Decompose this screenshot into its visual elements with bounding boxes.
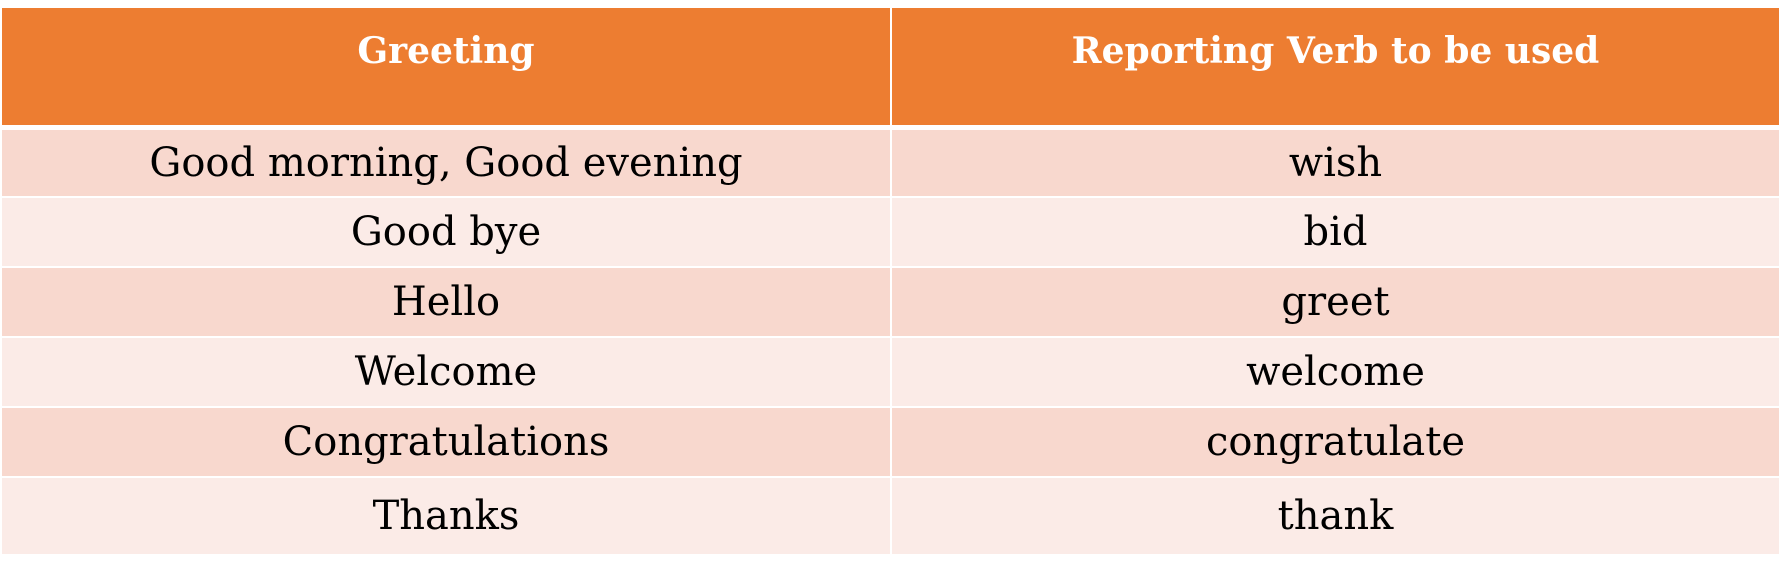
greetings-table-container <box>0 6 1779 556</box>
verb-cell: congratulate <box>891 407 1779 477</box>
header-greeting: Greeting <box>1 7 891 127</box>
greeting-cell: Good morning, Good evening <box>1 127 891 197</box>
greeting-cell: Congratulations <box>1 407 891 477</box>
table-header-row <box>1 7 1779 127</box>
verb-cell: greet <box>891 267 1779 337</box>
greeting-cell: Welcome <box>1 337 891 407</box>
header-reporting-verb: Reporting Verb to be used <box>891 7 1779 127</box>
verb-cell: wish <box>891 127 1779 197</box>
greetings-table <box>0 6 1779 556</box>
table-row <box>1 337 1779 407</box>
verb-cell: welcome <box>891 337 1779 407</box>
verb-cell: thank <box>891 477 1779 555</box>
table-row <box>1 127 1779 197</box>
table-row <box>1 477 1779 555</box>
greeting-cell: Thanks <box>1 477 891 555</box>
table-row <box>1 407 1779 477</box>
verb-cell: bid <box>891 197 1779 267</box>
table-row <box>1 267 1779 337</box>
table-row <box>1 197 1779 267</box>
greeting-cell: Hello <box>1 267 891 337</box>
greeting-cell: Good bye <box>1 197 891 267</box>
